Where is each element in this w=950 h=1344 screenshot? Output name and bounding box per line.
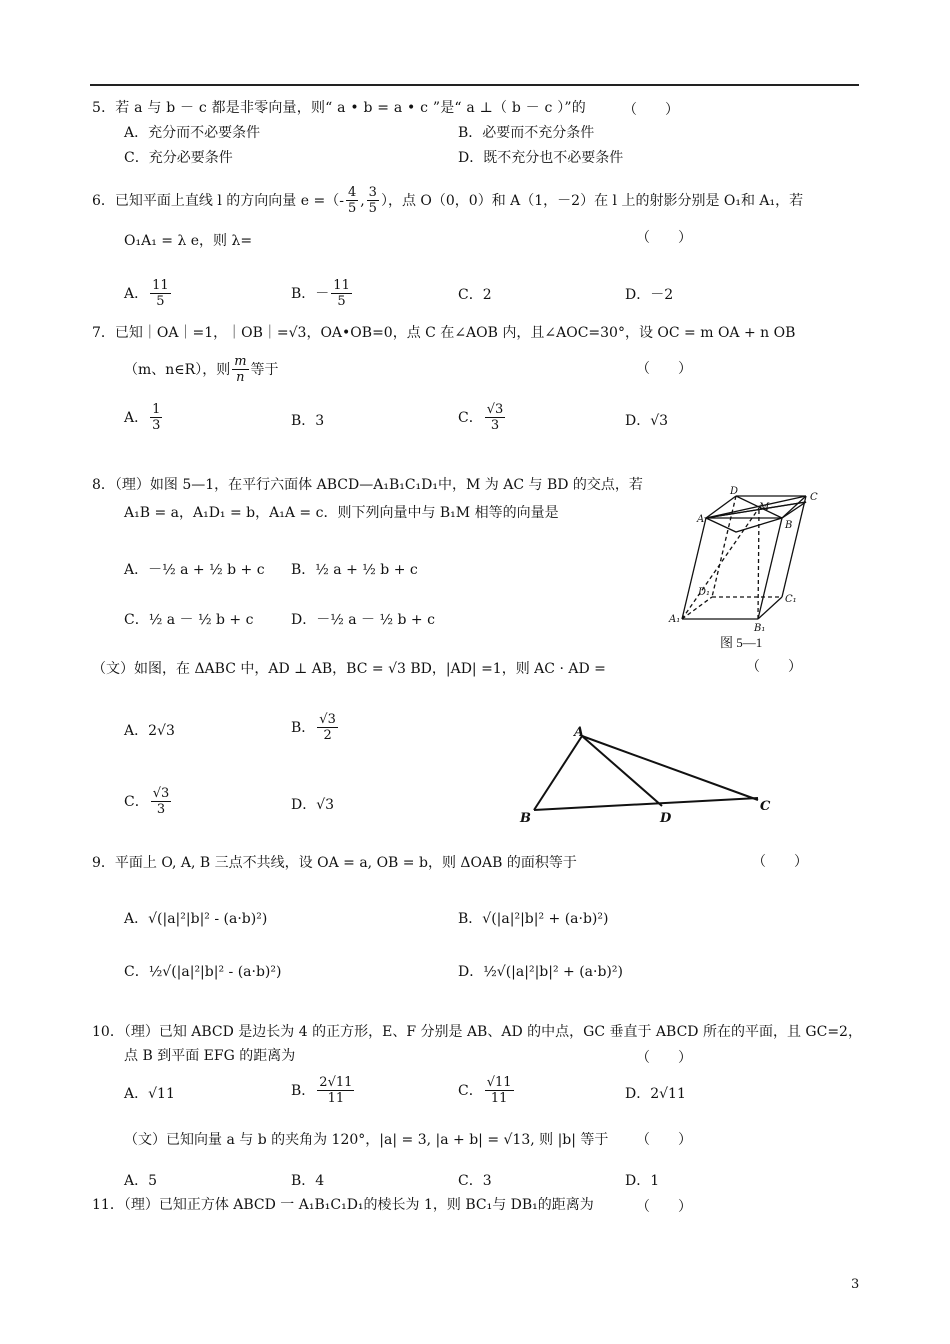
fig-label-a1: A₁ [669, 614, 681, 625]
fig-label-a: A [697, 514, 705, 525]
q10-line1: 10．（理）已知 ABCD 是边长为 4 的正方形，E、F 分别是 AB、AD 的中点，GC 垂直于 ABCD 所在的平面，且 GC=2， [92, 1024, 862, 1040]
q9-paren: （ ） [752, 854, 808, 870]
q6-stem-a: 6．已知平面上直线 l 的方向向量 e =（- [92, 192, 344, 209]
q11-stem: 11．（理）已知正方体 ABCD 一 A₁B₁C₁D₁的棱长为 1，则 BC₁与 DB₁的距离为 [92, 1197, 594, 1213]
q7-option-c: C． $\frac{√3}{3}$ [458, 402, 504, 433]
q9-option-d: D．½√(|a|²|b|² + (a·b)²) [458, 964, 623, 980]
q8-option-a: A．－½ a + ½ b + c [124, 562, 265, 578]
q10-option-d: D．2√11 [625, 1086, 686, 1102]
q8-wen-option-b: B． $\frac{√3}{2}$ [291, 712, 336, 743]
tri-label-a: A [574, 725, 585, 740]
q10-wen-option-b: B．4 [291, 1173, 325, 1189]
q6-frac1: $\frac{4}{5}$ [347, 185, 357, 216]
q10-wen-option-c: C．3 [458, 1173, 492, 1189]
q5-option-b: B．必要而不充分条件 [458, 125, 595, 141]
q8-wen-option-d: D．√3 [291, 797, 335, 813]
q6-option-d: D．－2 [625, 287, 674, 303]
q7-line2: （m、n∈R），则 $\frac{m}{n}$ 等于 [124, 354, 279, 385]
q10-option-b: B． $\frac{2√11}{11}$ [291, 1075, 353, 1106]
page-number: 3 [851, 1277, 860, 1292]
q6-option-a: A． $\frac{11}{5}$ [124, 278, 169, 309]
tri-label-d: D [660, 811, 672, 826]
q8-wen-stem: （文）如图，在 ΔABC 中，AD ⊥ AB，BC = √3 BD，|AD| =1，则 AC · AD = [92, 661, 606, 677]
fig-label-b: B [785, 520, 793, 531]
q5-option-c: C．充分必要条件 [124, 150, 233, 166]
q8-option-c: C．½ a － ½ b + c [124, 612, 254, 628]
triangle-figure [514, 724, 784, 830]
q5-option-d: D．既不充分也不必要条件 [458, 150, 624, 166]
q9-stem: 9．平面上 O, A, B 三点不共线，设 OA = a, OB = b，则 ΔOAB 的面积等于 [92, 855, 577, 871]
header-rule [90, 84, 859, 86]
q8-stem: 8．（理）如图 5—1，在平行六面体 ABCD—A₁B₁C₁D₁中，M 为 AC 与 BD 的交点，若 [92, 477, 643, 493]
fig-caption: 图 5—1 [720, 635, 763, 650]
q6-option-b: B．－ $\frac{11}{5}$ [291, 278, 350, 309]
q5-paren: （ ） [623, 102, 679, 118]
q6-stem: 6．已知平面上直线 l 的方向向量 e =（- $\frac{4}{5}$ , $\frac{3}{5}$ ），点 O（0，0）和 A（1，－2）在 l 上的射影分别是 O₁和 A₁，若 [92, 185, 804, 216]
q9-option-b: B．√(|a|²|b|² + (a·b)²) [458, 911, 609, 927]
q8-line2: A₁B = a，A₁D₁ = b，A₁A = c．则下列向量中与 B₁M 相等的向量是 [124, 505, 559, 521]
q10-wen-paren: （ ） [636, 1132, 692, 1148]
q5-option-a: A．充分而不必要条件 [124, 125, 261, 141]
q9-option-c: C．½√(|a|²|b|² - (a·b)²) [124, 964, 282, 980]
fig-label-b1: B₁ [754, 623, 766, 634]
q7-option-a: A． $\frac{1}{3}$ [124, 402, 161, 433]
q7-stem: 7．已知｜OA｜=1，｜OB｜=√3，OA•OB=0，点 C 在∠AOB 内，且∠AOC=30°，设 OC = m OA + n OB [92, 325, 796, 341]
q10-wen: （文）已知向量 a 与 b 的夹角为 120°，|a| = 3, |a + b| = √13, 则 |b| 等于 [124, 1132, 609, 1148]
q11-paren: （ ） [636, 1199, 692, 1215]
tri-label-b: B [520, 811, 531, 826]
q8-option-d: D．－½ a － ½ b + c [291, 612, 435, 628]
q7-option-b: B．3 [291, 413, 325, 429]
q6-frac2: $\frac{3}{5}$ [368, 185, 377, 216]
q8-option-b: B．½ a + ½ b + c [291, 562, 418, 578]
q6-line2: O₁A₁ = λ e，则 λ= [124, 233, 253, 249]
fig-label-c1: C₁ [785, 594, 797, 605]
fig-label-d: D [730, 486, 739, 497]
q6-option-c: C．2 [458, 287, 492, 303]
q10-wen-option-d: D．1 [625, 1173, 660, 1189]
q10-line2: 点 B 到平面 EFG 的距离为 [124, 1048, 296, 1064]
q10-option-a: A．√11 [124, 1086, 175, 1102]
q9-option-a: A．√(|a|²|b|² - (a·b)²) [124, 911, 268, 927]
q7-paren: （ ） [636, 361, 692, 377]
fig-label-m: M [759, 502, 770, 513]
q6-stem-b: ），点 O（0，0）和 A（1，－2）在 l 上的射影分别是 O₁和 A₁，若 [380, 192, 804, 209]
q8-wen-option-c: C． $\frac{√3}{3}$ [124, 786, 170, 817]
fig-label-d1: D₁ [698, 587, 711, 598]
fig-label-c: C [810, 492, 818, 503]
q10-option-c: C． $\frac{√11}{11}$ [458, 1075, 512, 1106]
q8-wen-paren: （ ） [746, 659, 802, 675]
q8-wen-option-a: A．2√3 [124, 723, 175, 739]
q10-paren: （ ） [636, 1050, 692, 1066]
parallelepiped-figure [664, 484, 834, 654]
q7-option-d: D．√3 [625, 413, 669, 429]
q6-paren: （ ） [636, 230, 692, 246]
q10-wen-option-a: A．5 [124, 1173, 158, 1189]
q5-stem: 5．若 a 与 b － c 都是非零向量，则“ a • b = a • c ”是“ a ⊥（ b － c ）”的 [92, 100, 586, 116]
tri-label-c: C [760, 799, 771, 814]
